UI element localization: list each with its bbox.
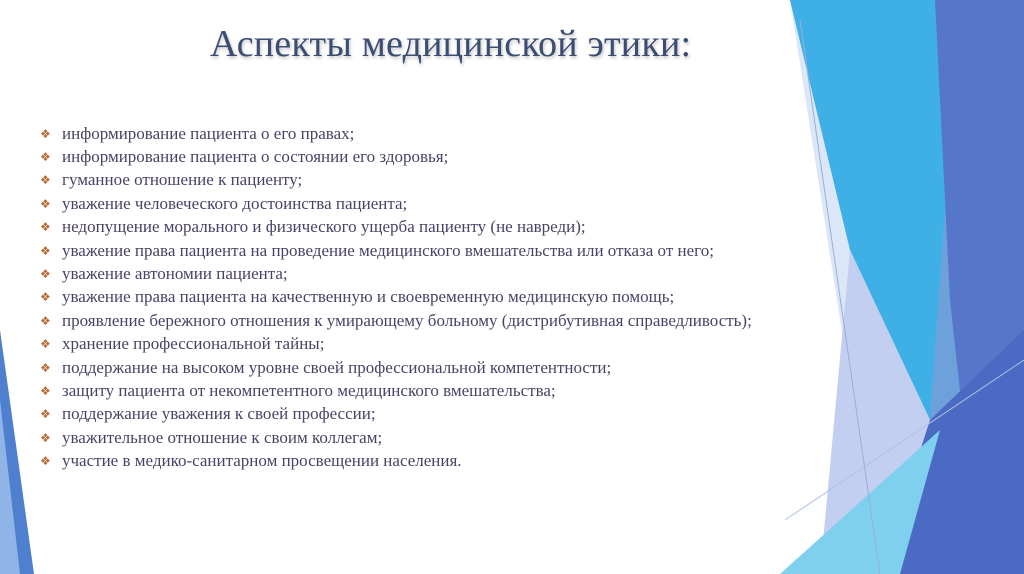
list-item	[40, 426, 752, 449]
list-item-text: гуманное отношение к пациенту;	[62, 170, 303, 190]
list-item	[40, 145, 752, 168]
list-item	[40, 356, 752, 379]
list-item-text: информирование пациента о его правах;	[62, 123, 355, 143]
list-item	[40, 449, 752, 472]
diamond-bullet-icon: ❖	[40, 267, 51, 282]
diamond-bullet-icon: ❖	[40, 454, 51, 469]
list-item-text: недопущение морального и физического ущерба пациенту (не навреди);	[62, 217, 586, 237]
list-item	[40, 122, 752, 145]
diamond-bullet-icon: ❖	[40, 360, 51, 375]
diamond-bullet-icon: ❖	[40, 150, 51, 165]
diamond-bullet-icon: ❖	[40, 173, 51, 188]
diamond-bullet-icon: ❖	[40, 126, 51, 141]
list-item	[40, 333, 752, 356]
diamond-bullet-icon: ❖	[40, 220, 51, 235]
diamond-bullet-icon: ❖	[40, 313, 51, 328]
list-item-text: уважение права пациента на качественную и своевременную медицинскую помощь;	[62, 287, 675, 307]
list-item-text: уважение автономии пациента;	[62, 264, 288, 284]
list-item-text: проявление бережного отношения к умирающему больному (дистрибутивная справедливость);	[62, 310, 752, 330]
list-item	[40, 239, 752, 262]
list-item	[40, 192, 752, 215]
aspects-list	[40, 122, 752, 473]
list-item-text: уважение человеческого достоинства пациента;	[62, 193, 408, 213]
slide-title: Аспекты медицинской этики:	[210, 23, 692, 65]
diamond-bullet-icon: ❖	[40, 407, 51, 422]
list-item-text: уважительное отношение к своим коллегам;	[62, 427, 383, 447]
list-item-text: поддержание уважения к своей профессии;	[62, 404, 376, 424]
list-item-text: хранение профессиональной тайны;	[62, 334, 325, 354]
diamond-bullet-icon: ❖	[40, 383, 51, 398]
list-item	[40, 286, 752, 309]
list-item	[40, 403, 752, 426]
list-item	[40, 169, 752, 192]
list-item-text: участие в медико-санитарном просвещении населения.	[62, 451, 462, 471]
diamond-bullet-icon: ❖	[40, 243, 51, 258]
list-item-text: уважение права пациента на проведение медицинского вмешательства или отказа от него;	[62, 240, 714, 260]
diamond-bullet-icon: ❖	[40, 196, 51, 211]
list-item	[40, 309, 752, 332]
list-item	[40, 216, 752, 239]
list-item-text: защиту пациента от некомпетентного медицинского вмешательства;	[62, 380, 556, 400]
diamond-bullet-icon: ❖	[40, 290, 51, 305]
list-item	[40, 262, 752, 285]
diamond-bullet-icon: ❖	[40, 337, 51, 352]
diamond-bullet-icon: ❖	[40, 430, 51, 445]
list-item-text: поддержание на высоком уровне своей профессиональной компетентности;	[62, 357, 612, 377]
list-item	[40, 379, 752, 402]
list-item-text: информирование пациента о состоянии его здоровья;	[62, 147, 449, 167]
